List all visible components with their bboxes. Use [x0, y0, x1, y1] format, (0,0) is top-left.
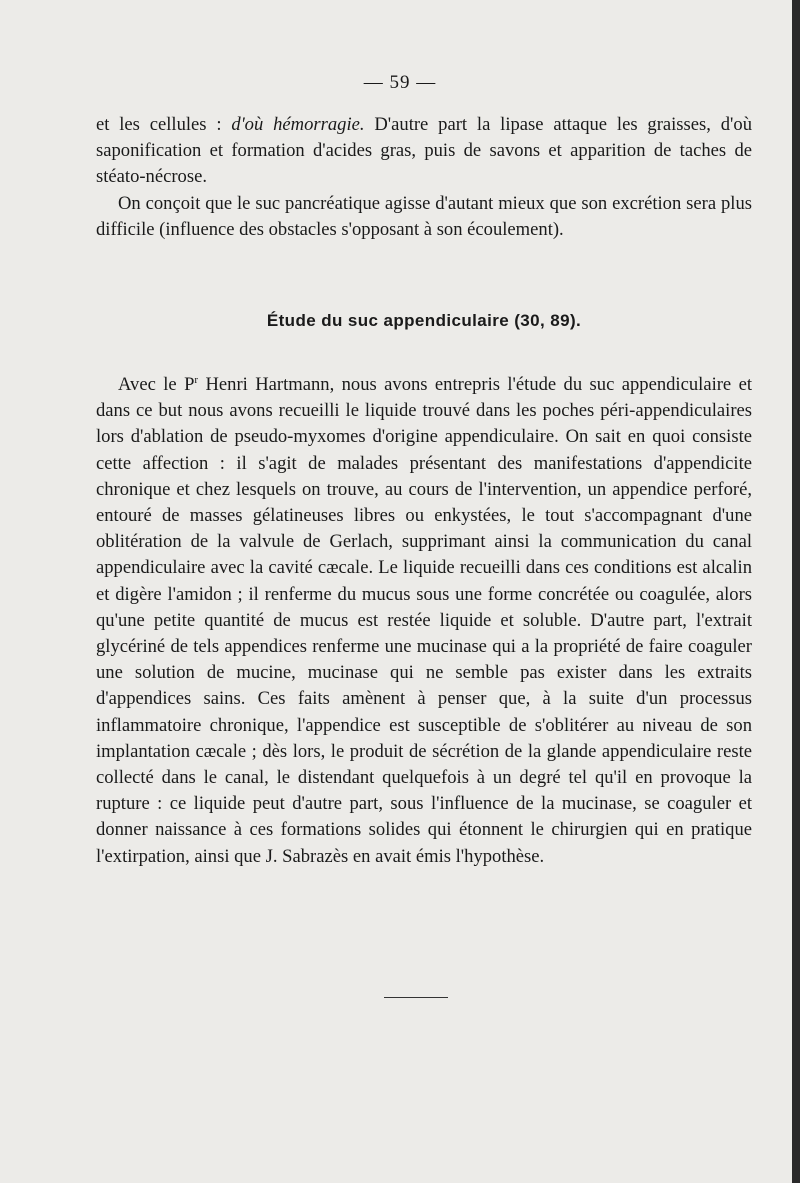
opening-paragraphs: [96, 112, 752, 243]
paragraph-appendicular-juice: [96, 372, 752, 870]
paragraph-continuation-text-end: D'autre part la lipase attaque les graisses, d'où saponification et formation d'acides gras, puis de savons et apparition de taches de stéato-nécrose.: [96, 114, 752, 188]
paragraph-pancreatic-juice: On conçoit que le suc pancréatique agisse d'autant mieux que son excrétion sera plus difficile (influence des obstacles s'opposant à son écoulement).: [96, 192, 752, 240]
paragraph-appendicular-start: Avec le P: [118, 374, 195, 395]
page-number: — 59 —: [363, 72, 437, 93]
main-paragraph-block: [96, 372, 752, 870]
page-edge-shadow: [792, 0, 800, 1183]
section-heading: Étude du suc appendiculaire (30, 89).: [266, 311, 582, 330]
paragraph-appendicular-body: Henri Hartmann, nous avons entrepris l'étude du suc appendiculaire et dans ce but nous avons recueilli le liquide trouvé dans les poches péri-appendiculaires lors d'ablation de pseudo-myxomes d'origine appendiculaire. On sait en quoi consiste cette affection : il s'agit de malades présentant des manifestations d'appendicite chronique et chez lesquels on trouve, au cours de l'intervention, un appendice perforé, entouré de masses gélatineuses libres ou enkystées, le tout s'accompagnant d'une oblitération de la valvule de Gerlach, supprimant ainsi la communication du canal appendiculaire avec la cavité cæcale. Le liquide recueilli dans ces conditions est alcalin et digère l'amidon ; il renferme du mucus sous une forme concrétée ou coagulée, alors qu'une petite quantité de mucus est restée liquide et soluble. D'autre part, l'extrait glycériné de tels appendices renferme une mucinase qui a la propriété de faire coaguler une solution de mucine, mucinase qui ne semble pas exister dans les extraits d'appendices sains. Ces faits amènent à penser que, à la suite d'un processus inflammatoire chronique, l'appendice est susceptible de s'oblitérer au niveau de son implantation cæcale ; dès lors, le produit de sécrétion de la glande appendiculaire reste collecté dans le canal, le distendant quelquefois à un degré tel qu'il en provoque la rupture : ce liquide peut d'autre part, sous l'influence de la mucinase, se coaguler et donner naissance à ces formations solides qui étonnent le chirurgien qui en pratique l'extirpation, ainsi que J. Sabrazès en avait émis l'hypothèse.: [96, 374, 752, 867]
footnote-separator-rule: [384, 997, 448, 998]
paragraph-continuation: [96, 112, 752, 191]
professor-superscript: r: [194, 373, 199, 386]
paragraph-continuation-text-start: et les cellules :: [96, 114, 232, 135]
paragraph-continuation-italic: d'où hémorragie.: [231, 114, 365, 135]
